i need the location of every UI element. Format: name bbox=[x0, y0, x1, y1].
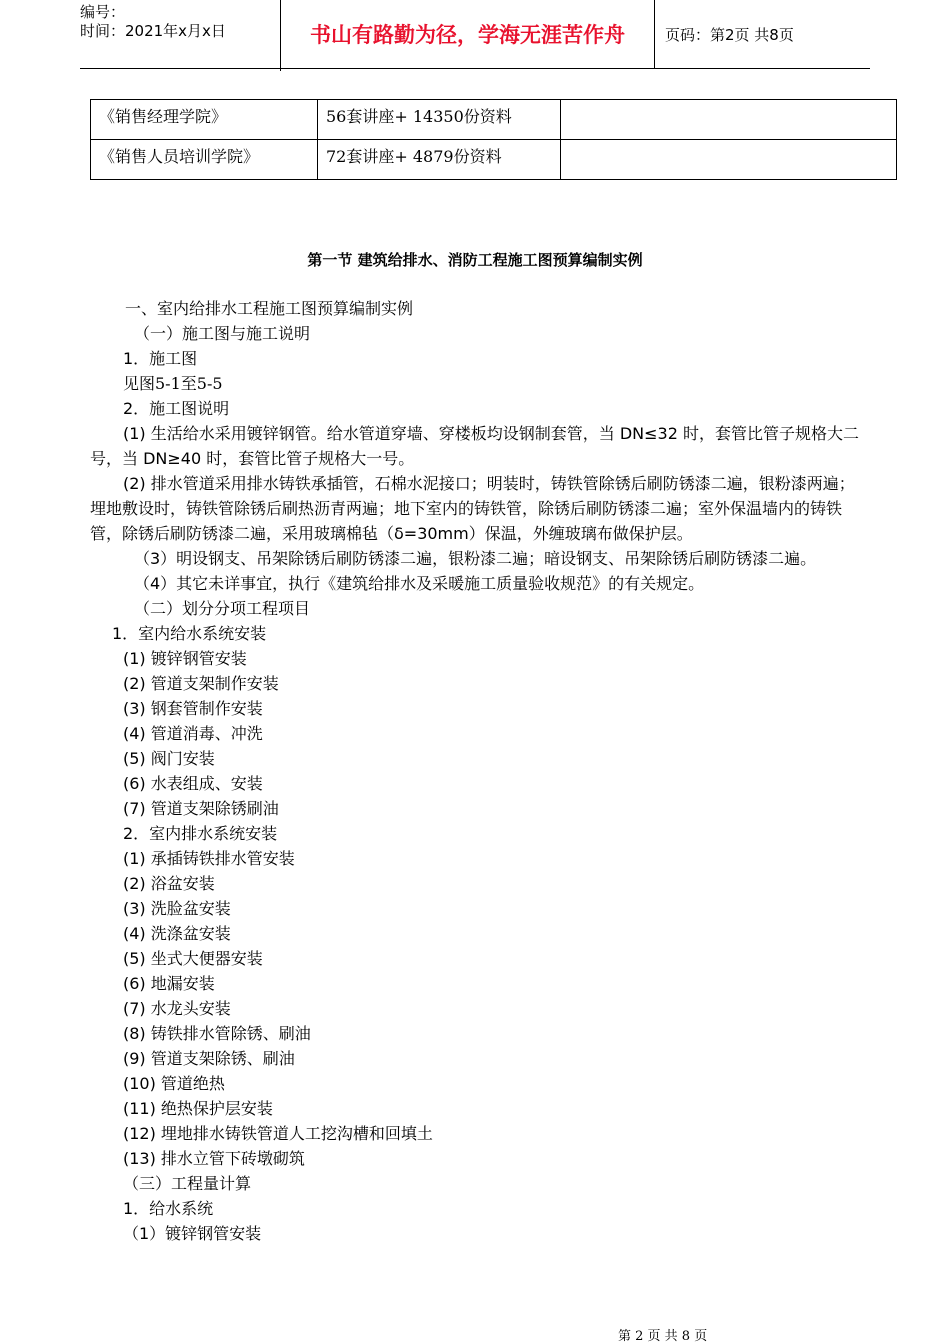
header-motto: 书山有路勤为径，学海无涯苦作舟 bbox=[281, 0, 655, 68]
list-item: (7) 管道支架除锈刷油 bbox=[123, 799, 279, 818]
list-item: (12) 埋地排水铸铁管道人工挖沟槽和回填土 bbox=[123, 1124, 433, 1143]
list-item: (5) 阀门安装 bbox=[123, 749, 215, 768]
table-row bbox=[91, 100, 897, 140]
subheading: 1．给水系统 bbox=[123, 1199, 214, 1218]
table-cell: 《销售经理学院》 bbox=[91, 100, 318, 140]
subheading: （1）镀锌钢管安装 bbox=[123, 1224, 262, 1243]
list-item: (10) 管道绝热 bbox=[123, 1074, 225, 1093]
page-header bbox=[80, 0, 870, 69]
table-row bbox=[91, 140, 897, 180]
table-cell: 72套讲座+ 4879份资料 bbox=[318, 140, 561, 180]
paragraph: 见图5-1至5-5 bbox=[123, 374, 223, 393]
list-item: (4) 洗涤盆安装 bbox=[123, 924, 231, 943]
page-footer: 第 2 页 共 8 页 bbox=[618, 1329, 708, 1344]
list-item: (2) 浴盆安装 bbox=[123, 874, 215, 893]
list-item: (4) 管道消毒、冲洗 bbox=[123, 724, 263, 743]
section-title: 第一节 建筑给排水、消防工程施工图预算编制实例 bbox=[307, 251, 643, 269]
list-item: (1) 承插铸铁排水管安装 bbox=[123, 849, 295, 868]
paragraph: （4）其它未详事宜，执行《建筑给排水及采暖施工质量验收规范》的有关规定。 bbox=[134, 574, 705, 593]
subheading: 2．室内排水系统安装 bbox=[123, 824, 278, 843]
table-cell bbox=[561, 100, 897, 140]
list-item: (1) 镀锌钢管安装 bbox=[123, 649, 247, 668]
list-item: (3) 洗脸盆安装 bbox=[123, 899, 231, 918]
list-item: (7) 水龙头安装 bbox=[123, 999, 231, 1018]
resource-table bbox=[90, 99, 897, 180]
table-cell: 56套讲座+ 14350份资料 bbox=[318, 100, 561, 140]
heading-1: 一、室内给排水工程施工图预算编制实例 bbox=[125, 299, 414, 318]
subheading: （二）划分分项工程项目 bbox=[134, 599, 311, 618]
list-item: (13) 排水立管下砖墩砌筑 bbox=[123, 1149, 305, 1168]
header-page-number: 页码：第2页 共8页 bbox=[665, 25, 794, 44]
list-item: (6) 水表组成、安装 bbox=[123, 774, 263, 793]
document-body bbox=[90, 296, 860, 1246]
subheading: （一）施工图与施工说明 bbox=[134, 324, 311, 343]
subheading: 2．施工图说明 bbox=[123, 399, 230, 418]
list-item: (2) 管道支架制作安装 bbox=[123, 674, 279, 693]
list-item: (11) 绝热保护层安装 bbox=[123, 1099, 273, 1118]
document-time: 时间：2021年x月x日 bbox=[80, 22, 226, 40]
table-cell: 《销售人员培训学院》 bbox=[91, 140, 318, 180]
list-item: (3) 钢套管制作安装 bbox=[123, 699, 263, 718]
subheading: 1．施工图 bbox=[123, 349, 198, 368]
paragraph: (2) 排水管道采用排水铸铁承插管，石棉水泥接口；明装时，铸铁管除锈后刷防锈漆二遍，银粉漆两遍；埋地敷设时，铸铁管除锈后刷热沥青两遍；地下室内的铸铁管，除锈后刷防锈漆二遍；室外保温墙内的铸铁管，除锈后刷防锈漆二遍，采用玻璃棉毡（δ=30mm）保温，外缠玻璃布做保护层。 bbox=[90, 474, 855, 543]
document-number: 编号： bbox=[80, 3, 126, 21]
subheading: （三）工程量计算 bbox=[123, 1174, 252, 1193]
paragraph: (1) 生活给水采用镀锌钢管。给水管道穿墙、穿楼板均设钢制套管，当 DN≤32 时，套管比管子规格大二号，当 DN≥40 时，套管比管子规格大一号。 bbox=[90, 424, 859, 468]
list-item: (9) 管道支架除锈、刷油 bbox=[123, 1049, 295, 1068]
header-meta bbox=[80, 0, 281, 71]
subheading: 1．室内给水系统安装 bbox=[112, 624, 267, 643]
paragraph: （3）明设钢支、吊架除锈后刷防锈漆二遍，银粉漆二遍；暗设钢支、吊架除锈后刷防锈漆二遍。 bbox=[134, 549, 817, 568]
list-item: (8) 铸铁排水管除锈、刷油 bbox=[123, 1024, 311, 1043]
list-item: (5) 坐式大便器安装 bbox=[123, 949, 263, 968]
table-cell bbox=[561, 140, 897, 180]
list-item: (6) 地漏安装 bbox=[123, 974, 215, 993]
